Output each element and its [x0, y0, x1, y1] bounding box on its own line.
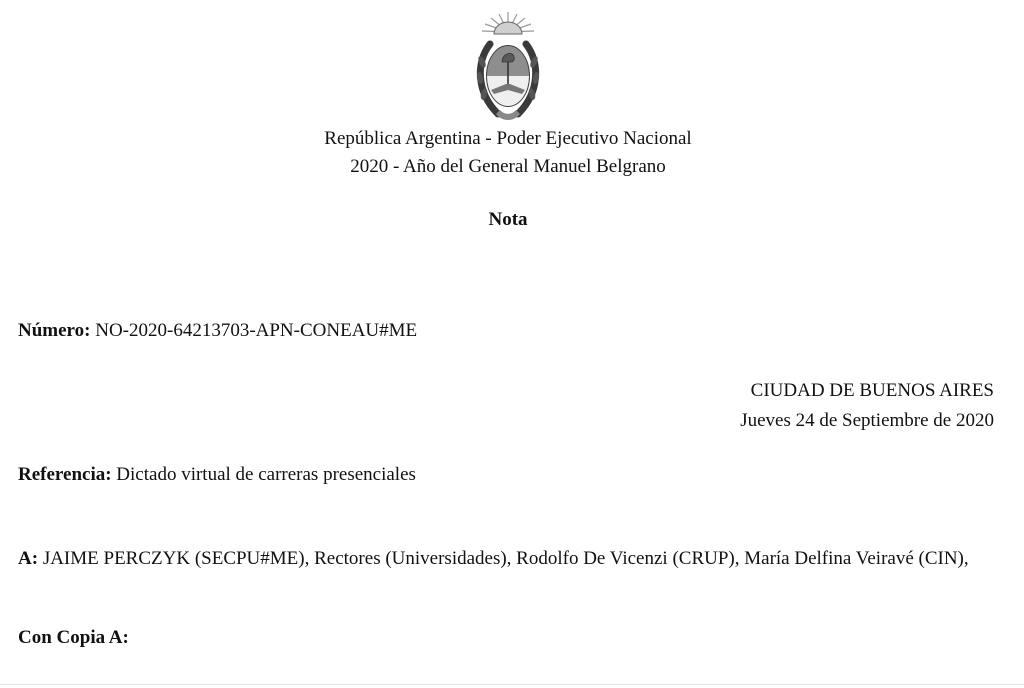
- referencia-row: [18, 464, 416, 486]
- recipients-value: JAIME PERCZYK (SECPU#ME), Rectores (Universidades), Rodolfo De Vicenzi (CRUP), María Delfina Veiravé (CIN),: [42, 548, 969, 569]
- recipients-label: A:: [18, 548, 39, 569]
- recipients-row: [18, 545, 978, 572]
- referencia-value: Dictado virtual de carreras presenciales: [116, 464, 416, 485]
- date-text: Jueves 24 de Septiembre de 2020: [740, 410, 994, 431]
- numero-value: NO-2020-64213703-APN-CONEAU#ME: [95, 320, 418, 341]
- header-year-motto: 2020 - Año del General Manuel Belgrano: [350, 156, 666, 177]
- coat-of-arms-icon: [468, 10, 548, 128]
- location-text: CIUDAD DE BUENOS AIRES: [750, 380, 994, 401]
- header-institution: República Argentina - Poder Ejecutivo Nacional: [324, 128, 692, 149]
- referencia-label: Referencia:: [18, 464, 112, 485]
- document-type-title: Nota: [488, 209, 528, 230]
- cc-row: [18, 627, 129, 649]
- cc-label: Con Copia A:: [18, 627, 129, 648]
- numero-row: [18, 320, 417, 342]
- page-bottom-divider: [0, 684, 1024, 685]
- numero-label: Número:: [18, 320, 91, 341]
